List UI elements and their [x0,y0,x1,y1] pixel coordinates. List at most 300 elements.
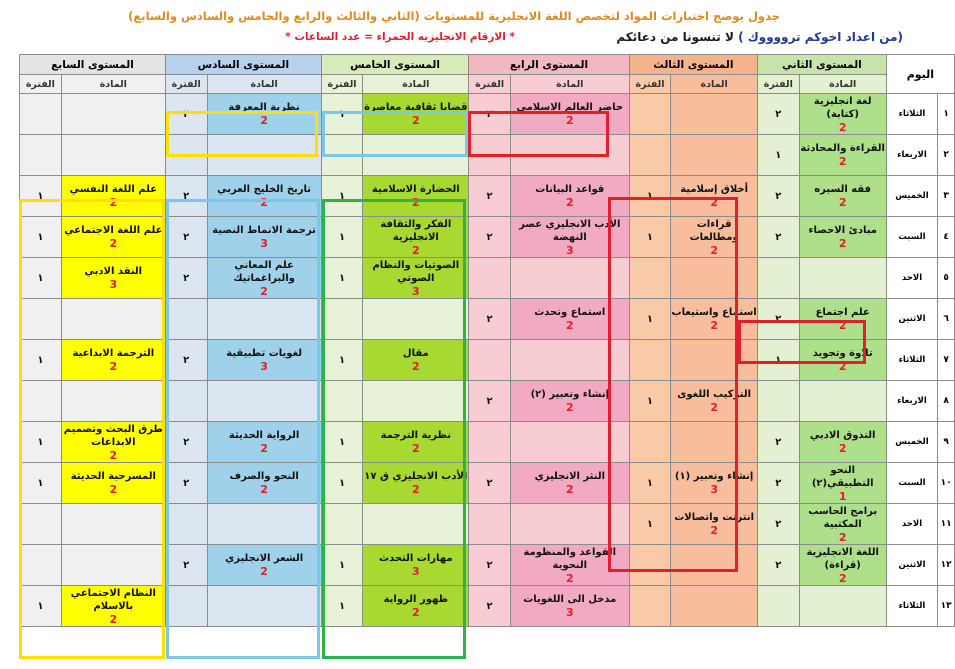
row-number: ١٠ [938,463,955,504]
period-cell [758,586,800,627]
period-cell: ١ [629,176,671,217]
subject-header: المادة [671,75,758,94]
credit-hours: 2 [838,120,847,134]
table-row [20,258,955,299]
subject-name: الفكر والثقافة الانجليزية [380,218,452,243]
period-cell [629,340,671,381]
credit-hours: 2 [109,196,118,209]
subject-cell [671,135,758,176]
credit-hours: 2 [710,401,718,414]
period-cell [629,94,671,135]
subject-header: المادة [207,75,321,94]
period-cell [20,381,62,422]
subject-cell [671,94,758,135]
day-name: الثلاثاء [886,340,937,381]
subject-cell [671,504,758,545]
subject-cell [799,422,886,463]
period-cell [165,504,207,545]
subject-cell [363,422,469,463]
period-cell: ٢ [165,258,207,299]
subject-name: القراءة والمحادثة [800,143,885,154]
period-cell [629,135,671,176]
subject-name: التركيب اللغوى [677,389,752,400]
period-cell [321,381,363,422]
period-cell: ١ [321,586,363,627]
row-number: ٣ [938,176,955,217]
subject-header: المادة [799,75,886,94]
subject-cell [363,258,469,299]
subject-cell [207,299,321,340]
row-number: ٨ [938,381,955,422]
period-cell: ٢ [758,504,800,545]
subject-cell [799,94,886,135]
subject-cell [61,258,165,299]
subject-name: حاضر العالم الاسلامي [516,102,624,113]
subject-cell [207,545,321,586]
row-number: ٧ [938,340,955,381]
table-row [20,94,955,135]
day-column-header: اليوم [886,55,954,94]
period-cell: ٢ [758,422,800,463]
subject-cell [510,258,629,299]
credit-hours: 2 [411,114,420,127]
subject-cell [207,504,321,545]
period-cell: ٢ [469,176,511,217]
subject-name: النقد الادبي [84,266,143,277]
subject-name: تاريخ الخليج العربي [217,184,312,195]
period-cell: ١ [321,258,363,299]
table-row [20,545,955,586]
period-cell: ١ [758,135,800,176]
day-name: الاحد [886,258,937,299]
day-name: السبت [886,217,937,258]
credit-hours: 2 [411,360,420,373]
subject-name: لغة انجليزية (كتابة) [813,95,872,120]
subject-name: الأدب الانجليزي عصر النهضة [519,218,621,243]
day-name: الثلاثاء [886,94,937,135]
period-cell: ٢ [758,463,800,504]
subject-cell [510,340,629,381]
credit-hours: 2 [565,319,574,332]
subject-cell [207,381,321,422]
period-cell: ١ [321,463,363,504]
credit-hours: 3 [565,243,574,257]
period-cell: ١ [321,217,363,258]
period-cell: ٢ [469,545,511,586]
credit-hours: 2 [838,571,847,585]
subject-cell [799,504,886,545]
row-number: ٦ [938,299,955,340]
credit-hours: 3 [710,483,718,496]
subject-name: أخلاق إسلامية [680,184,749,195]
credit-hours: 2 [411,243,420,257]
credit-hours: 2 [260,483,268,496]
row-number: ٤ [938,217,955,258]
subject-cell [61,299,165,340]
subject-name: الرواية الحديثة [228,430,300,441]
day-name: الاثنين [886,545,937,586]
credit-hours: 2 [109,483,118,496]
subject-cell [61,504,165,545]
period-cell [469,422,511,463]
credit-hours: 2 [411,196,420,209]
credit-hours: 2 [565,114,574,127]
period-cell: ١ [20,422,62,463]
subject-name: الصوتيات والنظام الصوتي [372,259,460,284]
period-header: الفترة [165,75,207,94]
table-row [20,463,955,504]
subject-name: مدخل الى اللغويات [523,594,617,605]
period-header: الفترة [469,75,511,94]
period-cell [165,381,207,422]
subject-name: تلاوة وتجويد [812,348,873,359]
subject-cell [671,258,758,299]
subject-cell [799,176,886,217]
subject-cell [671,299,758,340]
subject-name: إنشاء وتعبير (١) [674,471,754,482]
credit-hours: 3 [260,360,268,373]
subject-name: نظرية المعرفة [228,102,300,113]
period-header: الفترة [629,75,671,94]
table-row [20,176,955,217]
subject-header: المادة [510,75,629,94]
subject-name: فقه السيره [814,184,872,195]
subject-cell [799,299,886,340]
level-3-header: المستوى الثالث [629,55,757,75]
period-cell [20,135,62,176]
credit-hours: 2 [838,530,847,544]
subject-header: المادة [61,75,165,94]
subject-cell [61,340,165,381]
subject-cell [799,258,886,299]
subject-cell [510,299,629,340]
subject-cell [799,217,886,258]
period-cell: ١ [321,422,363,463]
credit-hours: 2 [109,237,118,250]
period-cell: ١ [629,463,671,504]
table-row [20,586,955,627]
credit-hours: 2 [838,319,847,332]
period-cell: ٢ [165,217,207,258]
period-cell [629,258,671,299]
period-cell: ٢ [165,422,207,463]
subject-cell [671,586,758,627]
credit-hours: 2 [260,442,268,455]
page-subtitle [616,30,903,44]
credit-hours: 2 [838,360,847,373]
period-cell [165,135,207,176]
period-header: الفترة [758,75,800,94]
period-cell: ٢ [165,94,207,135]
period-cell [20,545,62,586]
hours-note: * الارقام الانجليزيه الحمراء = عدد الساعات * [285,31,515,43]
period-cell: ١ [20,586,62,627]
period-cell [165,586,207,627]
subject-cell [363,176,469,217]
table-row [20,299,955,340]
subject-name: مهارات التحدث [379,553,453,564]
subject-cell [671,463,758,504]
row-number: ١ [938,94,955,135]
subject-cell [61,217,165,258]
period-cell: ٢ [165,340,207,381]
period-cell [469,340,511,381]
subject-name: استماع وتحدث [534,307,606,318]
period-cell: ٢ [758,94,800,135]
row-number: ٥ [938,258,955,299]
subject-cell [207,340,321,381]
period-cell [758,381,800,422]
exam-schedule-table [19,54,955,627]
credit-hours: 2 [710,319,718,332]
subject-name: مقال [402,348,429,359]
subject-name: قواعد البيانات [535,184,605,195]
subject-name: التذوق الادبي [809,430,876,441]
period-cell: ١ [321,340,363,381]
period-cell: ١ [629,299,671,340]
subject-name: برامج الحاسب المكتبية [808,505,878,530]
subject-cell [207,586,321,627]
period-cell [20,504,62,545]
day-name: الخميس [886,422,937,463]
subject-cell [61,545,165,586]
table-row [20,422,955,463]
table-row [20,340,955,381]
row-number: ٢ [938,135,955,176]
credit-hours: 2 [565,401,574,414]
credit-hours: 2 [565,571,574,585]
period-cell [321,135,363,176]
period-cell [629,545,671,586]
period-cell [629,586,671,627]
subject-name: النحو التطبيقي(٢) [811,464,874,489]
period-cell: ٢ [165,176,207,217]
subject-name: اللغة الانجليزية (قراءة) [806,546,879,571]
subject-cell [671,217,758,258]
day-name: الاربعاء [886,135,937,176]
subject-cell [363,545,469,586]
period-cell [20,299,62,340]
credit-hours: 2 [411,442,420,455]
period-cell: ١ [758,340,800,381]
credit-hours: 2 [109,360,118,373]
subject-name: النحو والصرف [229,471,299,482]
subject-cell [207,135,321,176]
credit-hours: 2 [838,442,847,455]
credit-hours: 2 [260,284,268,298]
subject-cell [671,381,758,422]
level-6-header: المستوى السادس [165,55,321,75]
subject-cell [799,135,886,176]
prayer-request: لا تنسونا من دعائكم [616,30,739,44]
subject-cell [799,463,886,504]
period-cell: ١ [321,176,363,217]
period-cell: ١ [321,545,363,586]
subject-name: علم اللغة النفسي [69,184,158,195]
subject-name: الترجمة الابداعية [72,348,155,359]
subject-cell [61,586,165,627]
period-cell: ١ [629,381,671,422]
day-name: الاحد [886,504,937,545]
subject-cell [207,463,321,504]
period-cell [629,422,671,463]
subject-name: القواعد والمنظومة النحوية [523,546,617,571]
period-cell: ٢ [469,463,511,504]
period-cell [469,504,511,545]
subject-name: مبادئ الاحصاء [808,225,877,236]
subject-cell [207,258,321,299]
period-cell: ٢ [758,545,800,586]
credit-hours: 3 [109,278,118,291]
subject-name: النظام الاجتماعي بالاسلام [70,587,156,612]
period-cell: ٢ [165,463,207,504]
credit-hours: 2 [710,524,718,537]
subject-cell [671,176,758,217]
period-cell: ١ [629,504,671,545]
subject-cell [363,94,469,135]
subject-cell [799,381,886,422]
table-row [20,217,955,258]
credit-hours: 2 [838,196,847,209]
subject-name: طرق البحث وتصميم الابداعات [63,423,163,448]
subject-name: ظهور الرواية [383,594,449,605]
schedule-body [20,94,955,627]
period-cell: ١ [321,94,363,135]
subject-cell [671,422,758,463]
day-name: الاربعاء [886,381,937,422]
period-cell: ٢ [469,381,511,422]
subject-cell [363,463,469,504]
subject-name: انترنت واتصالات [674,512,755,523]
table-row [20,135,955,176]
period-cell: ٢ [758,176,800,217]
subject-cell [510,545,629,586]
period-cell [321,299,363,340]
subject-name: الحضارة الاسلامية [371,184,460,195]
table-row [20,504,955,545]
subject-cell [510,463,629,504]
period-cell: ٢ [758,299,800,340]
subject-name: ترجمة الانماط النصية [212,225,316,236]
credit-hours: 3 [411,565,420,578]
credit-hours: 2 [411,483,420,496]
period-cell: ٢ [469,94,511,135]
period-cell: ١ [20,463,62,504]
subject-name: الشعر الانجليزي [225,553,304,564]
subject-cell [363,504,469,545]
period-cell: ٢ [469,586,511,627]
day-name: السبت [886,463,937,504]
period-cell [469,135,511,176]
table-row [20,381,955,422]
level-4-header: المستوى الرابع [469,55,629,75]
credit-hours: 2 [260,114,268,127]
subject-cell [510,94,629,135]
period-header: الفترة [20,75,62,94]
subject-cell [799,340,886,381]
subject-name: نظرية الترجمة [380,430,452,441]
period-cell [20,94,62,135]
subject-cell [61,381,165,422]
subject-cell [207,94,321,135]
subject-cell [510,381,629,422]
credit-hours: 2 [565,483,574,496]
credit-hours: 2 [260,196,268,209]
period-header: الفترة [321,75,363,94]
period-cell: ٢ [469,299,511,340]
subject-cell [363,586,469,627]
subject-name: علم المعاني والبراغماتيك [233,259,295,284]
subject-cell [510,586,629,627]
subject-cell [61,463,165,504]
subject-name: علم اجتماع [815,307,870,318]
subject-name: علم اللغة الاجتماعي [64,225,163,236]
subject-name: المسرحية الحديثة [70,471,156,482]
period-cell [758,258,800,299]
credit-hours: 1 [838,489,847,503]
subject-name: إنشاء وتعبير (٢) [530,389,610,400]
period-cell: ١ [20,258,62,299]
period-cell [165,299,207,340]
subject-cell [61,94,165,135]
subject-header: المادة [363,75,469,94]
subject-name: لغويات تطبيقية [226,348,302,359]
row-number: ١١ [938,504,955,545]
credit-hours: 2 [838,237,847,250]
day-name: الخميس [886,176,937,217]
subject-cell [510,135,629,176]
credit-hours: 3 [411,284,420,298]
subject-cell [799,586,886,627]
period-cell: ١ [629,217,671,258]
subject-cell [207,217,321,258]
credit-hours: 2 [710,196,718,209]
subject-cell [510,217,629,258]
period-cell [469,258,511,299]
author-credit: (من اعداد اخوكم ترووووك ) [738,30,903,44]
subject-cell [363,135,469,176]
subject-name: النثر الانجليزي [534,471,605,482]
level-2-header: المستوى الثاني [758,55,887,75]
subject-cell [207,176,321,217]
title-area [0,0,955,56]
period-cell: ١ [20,176,62,217]
subject-cell [510,422,629,463]
subject-cell [671,545,758,586]
credit-hours: 2 [109,612,118,626]
subject-name: استماع واستيعاب [671,307,757,318]
credit-hours: 2 [838,155,847,168]
subject-name: الأدب الانجليزي ق ١٧ [364,471,468,482]
period-cell: ٢ [758,217,800,258]
subject-cell [207,422,321,463]
subject-cell [799,545,886,586]
credit-hours: 3 [565,606,574,619]
page-title: جدول يوضح اختبارات المواد لتخصص اللغة الانجليزية للمستويات (الثاني والثالث والرابع والخامس والسادس والسابع) [128,9,780,23]
subject-cell [510,504,629,545]
subject-cell [363,299,469,340]
period-cell: ١ [20,340,62,381]
row-number: ١٢ [938,545,955,586]
period-cell [321,504,363,545]
day-name: الاثنين [886,299,937,340]
day-name: الثلاثاء [886,586,937,627]
subject-cell [363,217,469,258]
subject-cell [61,176,165,217]
period-cell: ٢ [165,545,207,586]
credit-hours: 2 [109,448,118,462]
credit-hours: 2 [411,606,420,619]
